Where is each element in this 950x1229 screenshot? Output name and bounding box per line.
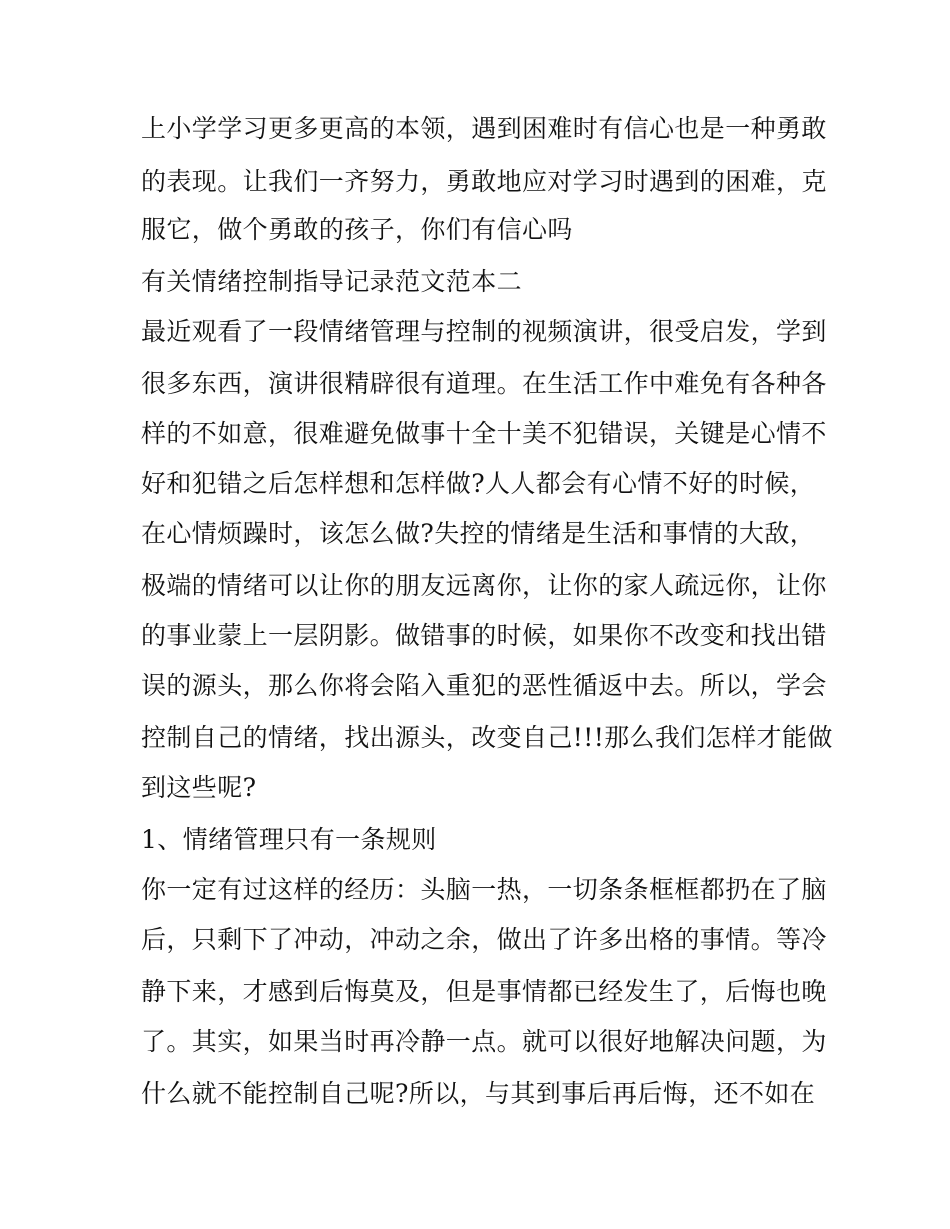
list-heading: 1、情绪管理只有一条规则: [141, 825, 437, 854]
text-line: 很多东西，演讲很精辟很有道理。在生活工作中难免有各种各: [141, 369, 827, 398]
text-line: 控制自己的情绪，找出源头，改变自己!!!那么我们怎样才能做: [141, 723, 833, 752]
text-line: 的表现。让我们一齐努力，勇敢地应对学习时遇到的困难，克: [141, 167, 827, 196]
text-line: 极端的情绪可以让你的朋友远离你，让你的家人疏远你，让你: [141, 571, 827, 600]
text-line: 好和犯错之后怎样想和怎样做?人人都会有心情不好的时候，: [141, 469, 816, 498]
section-heading: 有关情绪控制指导记录范文范本二: [141, 267, 523, 296]
text-line: 在心情烦躁时，该怎么做?失控的情绪是生活和事情的大敌，: [141, 519, 816, 548]
text-line: 最近观看了一段情绪管理与控制的视频演讲，很受启发，学到: [141, 317, 827, 346]
text-line: 后，只剩下了冲动，冲动之余，做出了许多出格的事情。等冷: [141, 925, 827, 954]
text-line: 什么就不能控制自己呢?所以，与其到事后再后悔，还不如在: [141, 1079, 816, 1108]
text-line: 到这些呢?: [141, 773, 257, 802]
text-line: 静下来，才感到后悔莫及，但是事情都已经发生了，后悔也晚: [141, 977, 827, 1006]
text-line: 的事业蒙上一层阴影。做错事的时候，如果你不改变和找出错: [141, 621, 827, 650]
text-line: 你一定有过这样的经历：头脑一热，一切条条框框都扔在了脑: [141, 875, 827, 904]
text-line: 上小学学习更多更高的本领，遇到困难时有信心也是一种勇敢: [141, 114, 827, 143]
text-line: 样的不如意，很难避免做事十全十美不犯错误，关键是心情不: [141, 419, 827, 448]
text-line: 误的源头，那么你将会陷入重犯的恶性循返中去。所以，学会: [141, 671, 827, 700]
text-line: 服它，做个勇敢的孩子，你们有信心吗: [141, 215, 573, 244]
text-line: 了。其实，如果当时再冷静一点。就可以很好地解决问题，为: [141, 1027, 827, 1056]
